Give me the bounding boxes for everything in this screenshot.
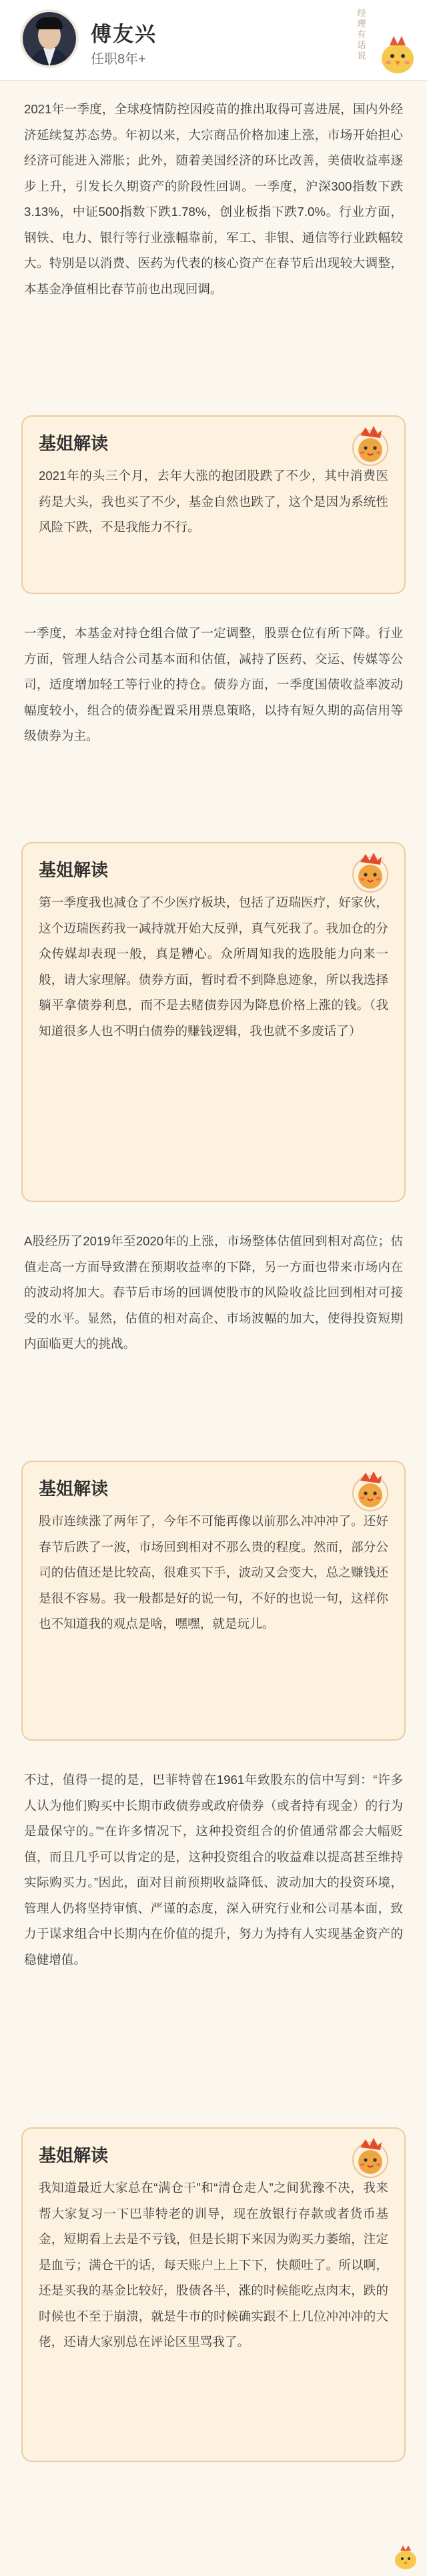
commentary-box xyxy=(21,2127,406,2462)
rooster-mascot-icon xyxy=(347,850,394,897)
paragraph-text: A股经历了2019年至2020年的上涨，市场整体估值回到相对高位；估值走高一方面导致潜在预期收益率的下降，另一方面也带来市场内在的波动将加大。春节后市场的回调使股市的风险收益比回到相对可接受的水平。显然，估值的相对高企、市场波幅的加大，使得投资短期内面临更大的挑战。 xyxy=(24,1234,403,1351)
commentary-title: 基姐解读 xyxy=(39,433,109,453)
commentary-title: 基姐解读 xyxy=(39,860,109,880)
paragraph xyxy=(20,97,407,405)
rooster-mascot-icon xyxy=(347,2135,394,2182)
commentary-text: 我知道最近大家总在“满仓干”和“清仓走人”之间犹豫不决，我来帮大家复习一下巴菲特老的训导，现在放银行存款或者货币基金，短期看上去是不亏钱，但是长期下来因为购买力萎缩，注定是血亏；满仓干的话，每天账户上上下下，快颠吐了。所以啊，还是买我的基金比较好，股债各半，涨的时候能吃点肉末，跌的时候也不至于崩溃，就是牛市的时候确实跟不上几位冲冲冲的大佬，还请大家别总在评论区里骂我了。 xyxy=(39,2181,388,2349)
paragraph-text: 2021年一季度，全球疫情防控因疫苗的推出取得可喜进展，国内外经济延续复苏态势。年初以来，大宗商品价格加速上涨，市场开始担心经济可能进入滞胀；此外，随着美国经济的环比改善，美债收益率逐步上升，引发长久期资产的阶段性回调。一季度，沪深300指数下跌3.13%，中证500指数下跌1.78%，创业板指下跌7.0%。行业方面，钢铁、电力、银行等行业涨幅靠前，军工、非银、通信等行业跌幅较大。特别是以消费、医药为代表的核心资产在春节后出现较大调整，本基金净值相比春节前也出现回调。 xyxy=(24,102,403,296)
commentary-text: 第一季度我也减仓了不少医疗板块，包括了迈瑞医疗，好家伙，这个迈瑞医药我一减持就开始大反弹，真气死我了。我加仓的分众传媒却表现一般，真是糟心。众所周知我的选股能力向来一般，请大家理解。债券方面，暂时看不到降息迹象，所以我选择躺平拿债券利息，而不是去赌债券因为降息价格上涨的钱。（我知道很多人也不明白债券的赚钱逻辑，我也就不多废话了） xyxy=(39,895,388,1038)
chick-mascot-icon xyxy=(392,2543,419,2571)
paragraph xyxy=(20,621,407,833)
commentary-title: 基姐解读 xyxy=(39,2145,109,2165)
commentary-box xyxy=(21,842,406,1202)
rooster-mascot-icon xyxy=(347,1469,394,1515)
paragraph xyxy=(20,1229,407,1441)
manager-tenure: 任职8年+ xyxy=(91,52,146,67)
avatar xyxy=(23,12,76,65)
paragraph xyxy=(20,1767,407,2107)
commentary-box xyxy=(21,415,406,594)
chick-mascot-icon xyxy=(378,32,418,75)
commentary-text: 2021年的头三个月，去年大涨的抱团股跌了不少，其中消费医药是大头，我也买了不少，基金自然也跌了，这个是因为系统性风险下跌，不是我能力不行。 xyxy=(39,469,388,534)
commentary-title: 基姐解读 xyxy=(39,1479,109,1499)
manager-header xyxy=(0,0,427,81)
paragraph-text: 一季度，本基金对持仓组合做了一定调整，股票仓位有所下降。行业方面，管理人结合公司基本面和估值，减持了医药、交运、传媒等公司，适度增加轻工等行业的持仓。债券方面，一季度国债收益率波动幅度较小，组合的债券配置采用票息策略，以持有短久期的高信用等级债券为主。 xyxy=(24,626,403,743)
commentary-box xyxy=(21,1461,406,1741)
paragraph-text: 不过，值得一提的是，巴菲特曾在1961年致股东的信中写到：“许多人认为他们购买中长期市政债券或政府债券（或者持有现金）的行为是最保守的。”“在许多情况下，这种投资组合的价值通常都会大幅贬值，而且几乎可以肯定的是，这种投资组合的收益难以提高甚至维持实际购买力。”因此，面对目前预期收益降低、波动加大的投资环境，管理人仍将坚持审慎、严谨的态度，深入研究行业和公司基本面，致力于谋求组合中长期内在价值的提升，努力为持有人实现基金资产的稳健增值。 xyxy=(24,1773,403,1967)
column-tag: 经理有话说 xyxy=(357,8,366,61)
manager-name: 傅友兴 xyxy=(91,23,157,46)
article-body xyxy=(0,97,427,2462)
commentary-text: 股市连续涨了两年了，今年不可能再像以前那么冲冲冲了。还好春节后跌了一波，市场回到相对不那么贵的程度。然而，部分公司的估值还是比较高，很难买下手，波动又会变大，总之赚钱还是很不容易。我一般都是好的说一句，不好的也说一句，这样你也不知道我的观点是啥，嘿嘿，就是玩儿。 xyxy=(39,1514,388,1631)
rooster-mascot-icon xyxy=(347,423,394,470)
